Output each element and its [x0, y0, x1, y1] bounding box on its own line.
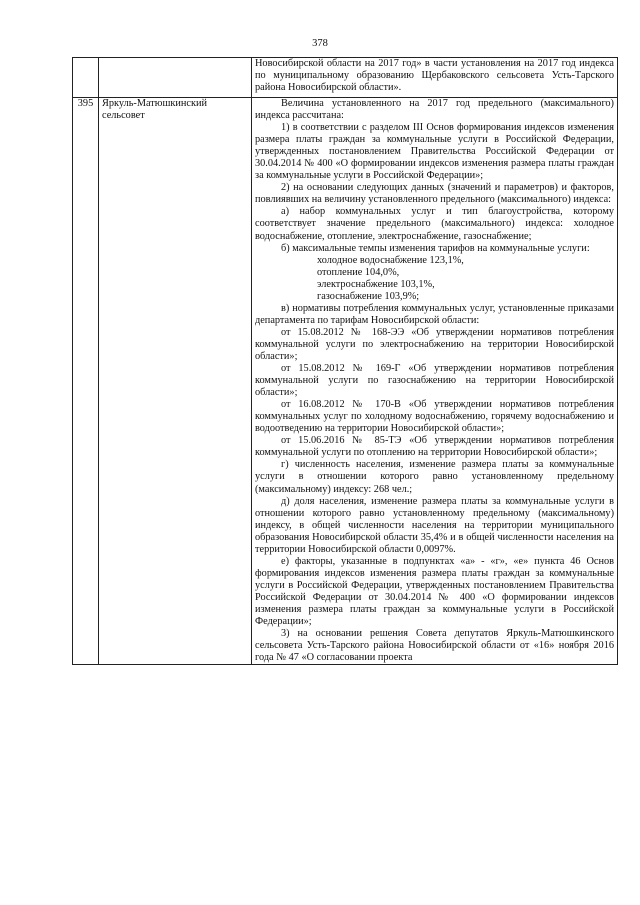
index-table [72, 57, 618, 665]
calculation-text [252, 58, 618, 98]
paragraph: 1) в соответствии с разделом III Основ формирования индексов изменения размера платы граждан за коммунальные услуги в Российской Федерации, утвержденных постановлением Правительства Российской Федерации от 30.04.2014 № 400 «О формировании индексов изменения размера платы граждан за коммунальные услуги в Российской Федерации»; [255, 122, 614, 182]
paragraph: Величина установленного на 2017 год предельного (максимального) индекса рассчитана: [255, 98, 614, 122]
paragraph: 3) на основании решения Совета депутатов Яркуль-Матюшкинского сельсовета Усть-Тарского района Новосибирской области от «16» ноября 2016 года № 47 «О согласовании проекта [255, 628, 614, 664]
paragraph: Новосибирской области на 2017 год» в части установления на 2017 год индекса по муниципальному образованию Щербаковского сельсовета Усть-Тарского района Новосибирской области». [255, 58, 614, 94]
municipality-name: Яркуль-Матюшкинский сельсовет [99, 98, 252, 665]
table-row [73, 98, 618, 665]
calculation-text [252, 98, 618, 665]
table-row [73, 58, 618, 98]
paragraph: электроснабжение 103,1%, [317, 278, 435, 290]
paragraph: а) набор коммунальных услуг и тип благоустройства, которому соответствует значение предельного (максимального) индекса: холодное водоснабжение, отопление, электроснабжение, газоснабжение; [255, 206, 614, 242]
paragraph: в) нормативы потребления коммунальных услуг, установленные приказами департамента по тарифам Новосибирской области: [255, 302, 614, 326]
row-number [73, 58, 99, 98]
paragraph: газоснабжение 103,9%; [317, 290, 420, 302]
row-number: 395 [73, 98, 99, 665]
paragraph: д) доля населения, изменение размера платы за коммунальные услуги в отношении которого равно установленному предельному (максимальному) индексу, в общей численности населения на территории муниципального образования Новосибирской области 35,4% и в общей численности населения на территории Новосибирской области 0,0097%. [255, 495, 614, 555]
paragraph: б) максимальные темпы изменения тарифов на коммунальные услуги: [281, 242, 590, 254]
paragraph: от 16.08.2012 № 170-В «Об утверждении нормативов потребления коммунальных услуг по холодному водоснабжению, горячему водоснабжению и водоотведению на территории Новосибирской области»; [255, 399, 614, 435]
paragraph: от 15.08.2012 № 168-ЭЭ «Об утверждении нормативов потребления коммунальной услуги по электроснабжению на территории Новосибирской области»; [255, 326, 614, 362]
page-number: 378 [312, 38, 328, 49]
paragraph: холодное водоснабжение 123,1%, [317, 254, 464, 266]
paragraph: от 15.08.2012 № 169-Г «Об утверждении нормативов потребления коммунальной услуги по газоснабжению на территории Новосибирской области»; [255, 363, 614, 399]
municipality-name [99, 58, 252, 98]
paragraph: от 15.06.2016 № 85-ТЭ «Об утверждении нормативов потребления коммунальной услуги по отоплению на территории Новосибирской области»; [255, 435, 614, 459]
paragraph: отопление 104,0%, [317, 266, 400, 278]
paragraph: 2) на основании следующих данных (значений и параметров) и факторов, повлиявших на величину установленного предельного (максимального) индекса: [255, 182, 614, 206]
paragraph: г) численность населения, изменение размера платы за коммунальные услуги в отношении которого равно установленному предельному (максимальному) индексу: 268 чел.; [255, 459, 614, 495]
paragraph: е) факторы, указанные в подпунктах «а» - «г», «е» пункта 46 Основ формирования индексов изменения размера платы граждан за коммунальные услуги в Российской Федерации, утвержденных постановлением Правительства Российской Федерации от 30.04.2014 № 400 «О формировании индексов изменения размера платы граждан за коммунальные услуги в Российской Федерации»; [255, 555, 614, 628]
